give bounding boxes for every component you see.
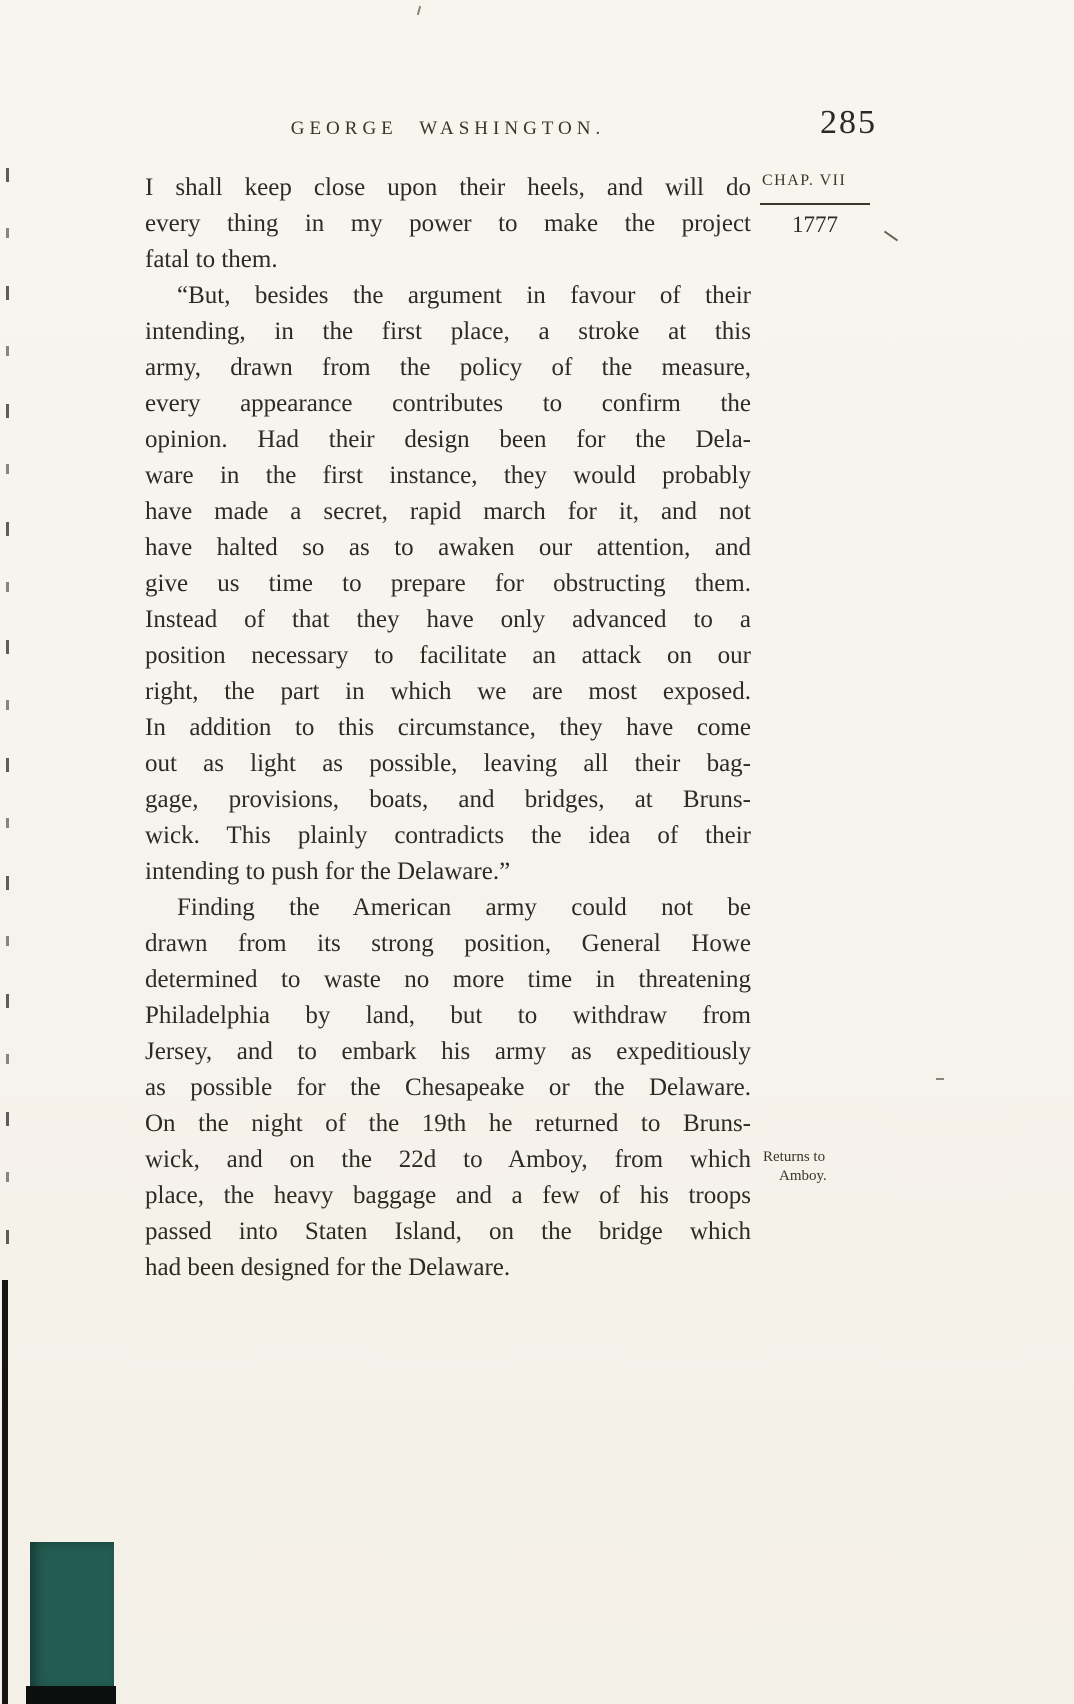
body-text	[145, 170, 751, 1286]
text-line: opinion. Had their design been for the Dela-	[145, 426, 751, 453]
text-line: ware in the first instance, they would probably	[145, 462, 751, 489]
side-note-line: Returns to	[763, 1149, 826, 1165]
text-line: In addition to this circumstance, they have come	[145, 714, 751, 741]
side-note-line: Amboy.	[779, 1168, 827, 1184]
text-line: “But, besides the argument in favour of their	[177, 282, 751, 309]
text-line: Philadelphia by land, but to withdraw from	[145, 1002, 751, 1029]
year-margin-note: 1777	[792, 212, 838, 237]
text-line: out as light as possible, leaving all their bag-	[145, 750, 751, 777]
text-line: Finding the American army could not be	[177, 894, 751, 921]
chapter-margin-note: CHAP. VII	[762, 172, 847, 189]
running-header	[145, 118, 751, 140]
text-line: I shall keep close upon their heels, and will do	[145, 174, 751, 201]
text-line: have halted so as to awaken our attention, and	[145, 534, 751, 561]
text-line: drawn from its strong position, General Howe	[145, 930, 751, 957]
scan-artifact-tick	[417, 6, 421, 15]
text-line: intending, in the first place, a stroke at this	[145, 318, 751, 345]
text-line: as possible for the Chesapeake or the Delaware.	[145, 1074, 751, 1101]
scan-artifact-left-dashes	[6, 168, 9, 1278]
scan-artifact-dash	[936, 1078, 944, 1080]
text-line: gage, provisions, boats, and bridges, at Bruns-	[145, 786, 751, 813]
side-note-returns-to-amboy	[763, 1148, 883, 1186]
text-line: fatal to them.	[145, 246, 278, 273]
text-line: place, the heavy baggage and a few of his troops	[145, 1182, 751, 1209]
text-line: every thing in my power to make the project	[145, 210, 751, 237]
page-number: 285	[820, 104, 877, 141]
paragraph	[145, 278, 751, 890]
scan-artifact-slash	[884, 231, 898, 242]
text-line: Jersey, and to embark his army as expeditiously	[145, 1038, 751, 1065]
scan-artifact-black-strip	[26, 1686, 116, 1704]
paragraph	[145, 890, 751, 1286]
text-line: intending to push for the Delaware.”	[145, 858, 511, 885]
text-line: every appearance contributes to confirm the	[145, 390, 751, 417]
text-line: wick, and on the 22d to Amboy, from which	[145, 1146, 751, 1173]
scan-artifact-teal-block	[30, 1542, 114, 1690]
margin-rule	[760, 203, 870, 205]
paragraph	[145, 170, 751, 278]
text-line: On the night of the 19th he returned to Bruns-	[145, 1110, 751, 1137]
page-title: GEORGE WASHINGTON.	[290, 118, 606, 139]
text-line: position necessary to facilitate an attack on our	[145, 642, 751, 669]
text-line: had been designed for the Delaware.	[145, 1254, 511, 1281]
text-line: give us time to prepare for obstructing them.	[145, 570, 751, 597]
text-line: have made a secret, rapid march for it, and not	[145, 498, 751, 525]
text-line: right, the part in which we are most exposed.	[145, 678, 751, 705]
scan-artifact-left-line	[2, 1280, 8, 1704]
text-line: army, drawn from the policy of the measure,	[145, 354, 751, 381]
text-line: wick. This plainly contradicts the idea of their	[145, 822, 751, 849]
text-line: passed into Staten Island, on the bridge which	[145, 1218, 751, 1245]
text-line: determined to waste no more time in threatening	[145, 966, 751, 993]
text-line: Instead of that they have only advanced to a	[145, 606, 751, 633]
